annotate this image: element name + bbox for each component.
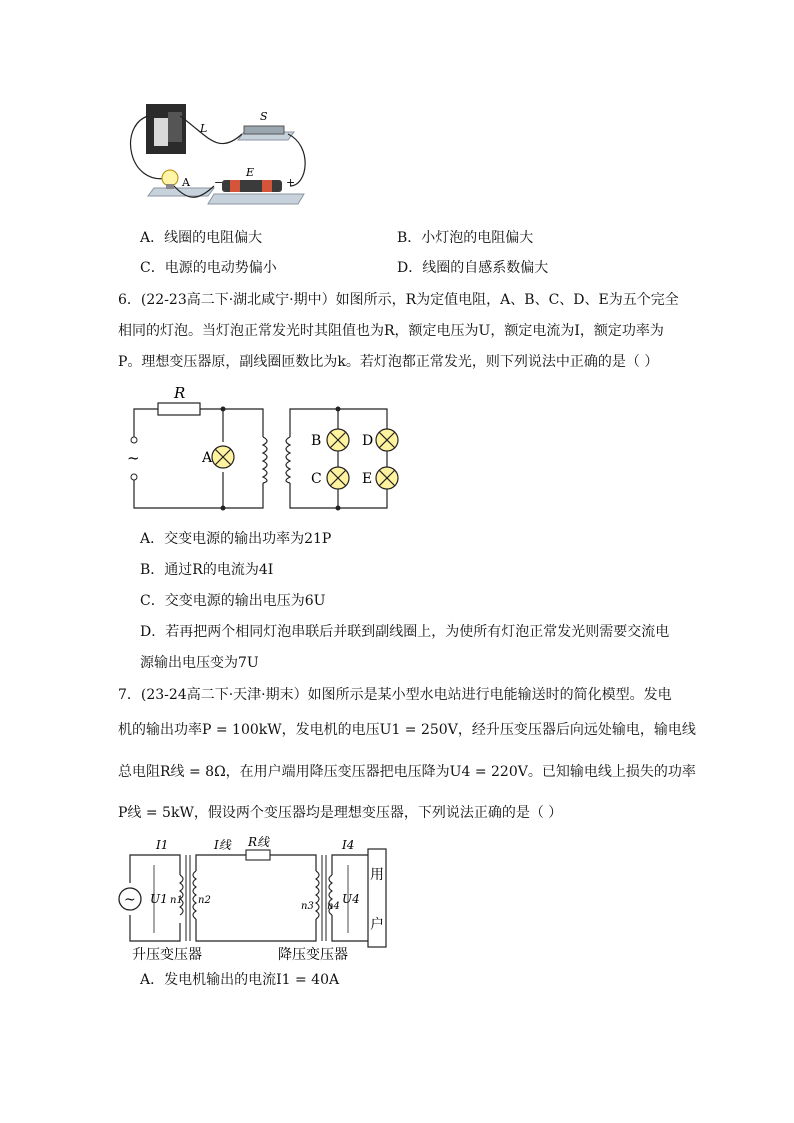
q7-user-top: 用 [370,867,384,883]
q6-lamp-e [376,467,398,489]
q7-stepdown-primary [316,871,319,919]
q6-ac-symbol: ~ [127,449,140,467]
q7-label-r-line: R线 [248,835,270,849]
q7-line-resistor [246,850,270,860]
q7-option-a[interactable]: A．发电机输出的电流I1 = 40A [140,972,340,988]
q6-option-c[interactable]: C．交变电源的输出电压为6U [140,593,326,609]
q5-label-minus: − [214,176,224,189]
switch [244,126,284,134]
q5-label-e: E [246,166,255,179]
q7-label-n3: n3 [301,901,314,912]
q6-stem-line1: 6．(22-23高二下·湖北咸宁·期中）如图所示，R为定值电阻，A、B、C、D、E为五个完全 [118,292,679,308]
q7-caption-stepdown: 降压变压器 [278,947,348,963]
q6-secondary-coil [286,437,290,483]
q5-option-c[interactable]: C．电源的电动势偏小 [140,260,277,276]
q6-label-e: E [362,471,373,487]
q5-label-plus: + [286,176,296,189]
q6-label-c: C [311,471,322,487]
q7-circuit-figure [118,835,398,965]
q5-circuit-figure [118,96,308,208]
q6-lamp-c [327,467,349,489]
q5-label-s: S [260,110,268,123]
q5-option-d[interactable]: D．线圈的自感系数偏大 [397,260,549,276]
q6-stem-line3: P。理想变压器原，副线圈匝数比为k。若灯泡都正常发光，则下列说法中正确的是（ ） [118,354,659,370]
q5-label-a: A [182,176,190,189]
lamp-bulb [162,170,178,186]
q6-primary-coil [263,437,267,483]
q6-option-d-line1[interactable]: D．若再把两个相同灯泡串联后并联到副线圈上，为使所有灯泡正常发光则需要交流电 [140,624,670,640]
q5-option-a[interactable]: A．线圈的电阻偏大 [140,230,263,246]
q7-generator [119,888,141,910]
battery-board [208,194,304,204]
q6-option-b[interactable]: B．通过R的电流为4I [140,562,274,578]
q7-stem-line2: 机的输出功率P = 100kW，发电机的电压U1 = 250V，经升压变压器后向远处输电，输电线 [118,722,696,738]
q7-stepup-secondary [193,871,196,919]
q5-option-b[interactable]: B．小灯泡的电阻偏大 [397,230,534,246]
q6-label-r: R [174,384,186,402]
q7-label-n4: n4 [327,901,340,912]
q6-label-a: A [202,450,213,466]
q7-label-n2: n2 [198,895,211,906]
q6-lamp-b [327,429,349,451]
q6-primary-bottom-wire [134,477,263,508]
q7-label-i-line: I线 [214,838,231,852]
svg-text:~: ~ [124,892,136,908]
q6-option-d-line2[interactable]: 源输出电压变为7U [140,655,259,671]
q7-user-bottom: 户 [370,917,384,933]
q7-label-i4: I4 [342,838,355,852]
q6-lamp-d [376,429,398,451]
q7-label-u4: U4 [342,892,360,906]
q7-stem-line3: 总电阻R线 = 8Ω，在用户端用降压变压器把电压降为U4 = 220V。已知输电线上损失的功率 [118,764,696,780]
wire-top [180,116,242,144]
q7-stem-line1: 7．(23-24高二下·天津·期末）如图所示是某小型水电站进行电能输送时的简化模型。发电 [118,687,672,703]
q6-circuit-figure [118,382,408,512]
q7-caption-stepup: 升压变压器 [132,947,202,963]
q6-resistor-r [158,403,200,415]
q7-label-n1: n1 [170,895,183,906]
q7-label-u1: U1 [150,892,168,906]
q6-stem-line2: 相同的灯泡。当灯泡正常发光时其阻值也为R，额定电压为U，额定电流为I，额定功率为 [118,323,664,339]
q6-option-a[interactable]: A．交变电源的输出功率为21P [140,531,332,547]
q6-lamp-a [212,446,234,468]
q6-label-b: B [311,433,322,449]
q5-label-l: L [200,122,208,135]
q6-label-d: D [362,433,374,449]
q7-label-i1: I1 [156,838,169,852]
q7-stem-line4: P线 = 5kW，假设两个变压器均是理想变压器，下列说法正确的是（ ） [118,805,563,821]
